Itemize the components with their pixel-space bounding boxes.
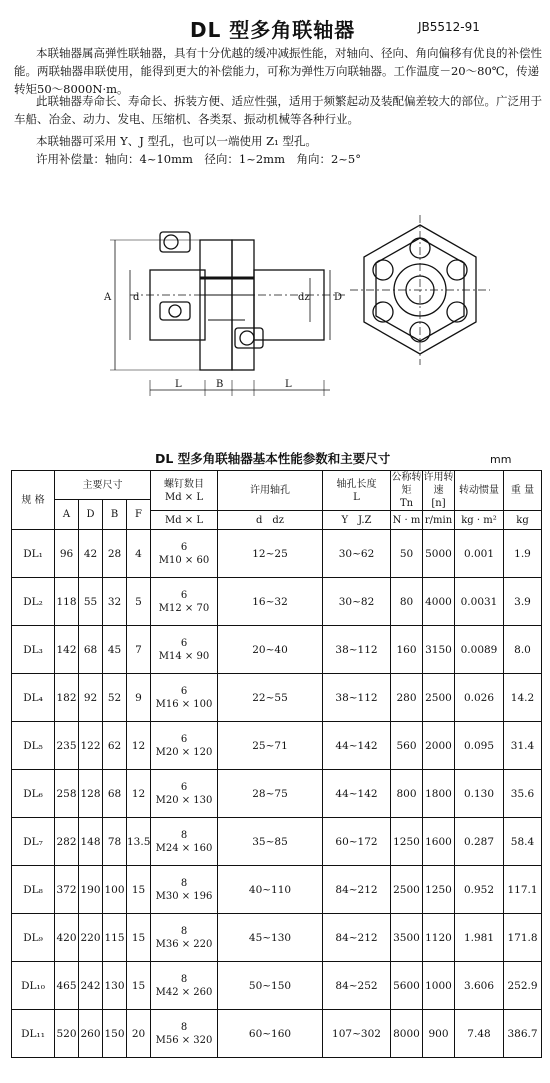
cell-model: DL₄: [12, 674, 55, 722]
cell-D: 42: [79, 530, 103, 578]
hdr-length: 轴孔长度 L: [323, 471, 391, 511]
table-row: [12, 1010, 542, 1058]
spec-table-body: [12, 530, 542, 1058]
hdr-bolt: 螺钉数目 Md × L: [151, 471, 218, 511]
cell-B: 100: [103, 866, 127, 914]
cell-torque: 3500: [391, 914, 423, 962]
cell-inertia: 0.130: [455, 770, 504, 818]
bolt-count: 8: [180, 829, 188, 841]
cell-model: DL₁: [12, 530, 55, 578]
cell-B: 28: [103, 530, 127, 578]
cell-length: 30~82: [323, 578, 391, 626]
cell-model: DL₂: [12, 578, 55, 626]
dim-label-d: d: [133, 292, 140, 303]
right-flange: [232, 240, 254, 370]
cell-speed: 2000: [423, 722, 455, 770]
table-row: [12, 866, 542, 914]
cell-A: 520: [55, 1010, 79, 1058]
cell-torque: 280: [391, 674, 423, 722]
cell-torque: 5600: [391, 962, 423, 1010]
cell-F: 4: [127, 530, 151, 578]
cell-inertia: 0.287: [455, 818, 504, 866]
cell-weight: 3.9: [504, 578, 542, 626]
hdr-weight-unit: kg: [504, 511, 542, 530]
hdr-model: 规 格: [12, 471, 55, 530]
cell-inertia: 0.0031: [455, 578, 504, 626]
cell-torque: 80: [391, 578, 423, 626]
table-unit: mm: [490, 453, 512, 466]
cell-bolt: [151, 674, 218, 722]
page-title: DL 型多角联轴器: [190, 18, 356, 42]
cell-bolt: [151, 818, 218, 866]
cell-model: DL₁₀: [12, 962, 55, 1010]
cell-D: 122: [79, 722, 103, 770]
cell-torque: 50: [391, 530, 423, 578]
cell-B: 68: [103, 770, 127, 818]
cell-weight: 8.0: [504, 626, 542, 674]
cell-B: 130: [103, 962, 127, 1010]
cell-F: 12: [127, 770, 151, 818]
cell-B: 52: [103, 674, 127, 722]
cell-bolt: [151, 626, 218, 674]
intro-paragraph-3: 本联轴器可采用 Y、J 型孔，也可以一端使用 Z₁ 型孔。: [36, 134, 317, 148]
cell-D: 242: [79, 962, 103, 1010]
bolt-size: M30 × 196: [155, 890, 213, 902]
cell-speed: 1250: [423, 866, 455, 914]
table-row: [12, 914, 542, 962]
cell-length: 84~252: [323, 962, 391, 1010]
coupling-drawing: [0, 200, 550, 440]
cell-D: 92: [79, 674, 103, 722]
cell-A: 182: [55, 674, 79, 722]
cell-A: 465: [55, 962, 79, 1010]
cell-speed: 2500: [423, 674, 455, 722]
cell-D: 128: [79, 770, 103, 818]
cell-F: 12: [127, 722, 151, 770]
cell-model: DL₇: [12, 818, 55, 866]
cell-F: 15: [127, 866, 151, 914]
hdr-torque-unit: N · m: [391, 511, 423, 530]
cell-A: 420: [55, 914, 79, 962]
dim-label-L-right: L: [285, 379, 292, 390]
cell-torque: 1250: [391, 818, 423, 866]
cell-length: 84~212: [323, 914, 391, 962]
cell-torque: 800: [391, 770, 423, 818]
dim-label-D: D: [334, 292, 343, 303]
bolt-count: 6: [180, 637, 188, 649]
hdr-bore-sub: d dz: [218, 511, 323, 530]
cell-inertia: 0.952: [455, 866, 504, 914]
hdr-length-sub: Y J.Z: [323, 511, 391, 530]
cell-D: 55: [79, 578, 103, 626]
bolt-count: 8: [180, 973, 188, 985]
bolt-size: M14 × 90: [158, 650, 210, 662]
cell-length: 44~142: [323, 722, 391, 770]
cell-speed: 900: [423, 1010, 455, 1058]
cell-weight: 171.8: [504, 914, 542, 962]
cell-length: 60~172: [323, 818, 391, 866]
cell-D: 190: [79, 866, 103, 914]
cell-length: 30~62: [323, 530, 391, 578]
cell-weight: 117.1: [504, 866, 542, 914]
cell-B: 150: [103, 1010, 127, 1058]
bolt-size: M16 × 100: [155, 698, 213, 710]
bolt-size: M10 × 60: [158, 554, 210, 566]
bolt-size: M56 × 320: [155, 1034, 213, 1046]
cell-bolt: [151, 1010, 218, 1058]
cell-A: 372: [55, 866, 79, 914]
dim-label-dz: dz: [298, 292, 310, 303]
cell-F: 15: [127, 914, 151, 962]
cell-length: 44~142: [323, 770, 391, 818]
hdr-torque: 公称转矩 Tn: [391, 472, 422, 509]
hdr-B: B: [103, 500, 127, 530]
hdr-bore: 许用轴孔: [218, 471, 323, 511]
cell-bore: 40~110: [218, 866, 323, 914]
cell-weight: 386.7: [504, 1010, 542, 1058]
table-row: [12, 962, 542, 1010]
cell-bolt: [151, 578, 218, 626]
dim-label-B: B: [216, 379, 224, 390]
cell-weight: 14.2: [504, 674, 542, 722]
bolt-count: 6: [180, 781, 188, 793]
cell-D: 260: [79, 1010, 103, 1058]
cell-speed: 4000: [423, 578, 455, 626]
cell-speed: 1800: [423, 770, 455, 818]
cell-length: 107~302: [323, 1010, 391, 1058]
cell-model: DL₉: [12, 914, 55, 962]
cell-D: 220: [79, 914, 103, 962]
dim-label-A: A: [104, 292, 112, 303]
cell-B: 32: [103, 578, 127, 626]
cell-speed: 1000: [423, 962, 455, 1010]
bolt-count: 8: [180, 1021, 188, 1033]
cell-F: 5: [127, 578, 151, 626]
cell-length: 84~212: [323, 866, 391, 914]
cell-inertia: 7.48: [455, 1010, 504, 1058]
cell-bolt: [151, 770, 218, 818]
cell-inertia: 0.095: [455, 722, 504, 770]
bolt-size: M24 × 160: [155, 842, 213, 854]
cell-bore: 45~130: [218, 914, 323, 962]
cell-D: 68: [79, 626, 103, 674]
cell-bore: 12~25: [218, 530, 323, 578]
hdr-A: A: [55, 500, 79, 530]
cell-bolt: [151, 962, 218, 1010]
cell-B: 115: [103, 914, 127, 962]
cell-bolt: [151, 866, 218, 914]
cell-A: 258: [55, 770, 79, 818]
hdr-main-dims: 主要尺寸: [55, 471, 151, 500]
cell-speed: 1600: [423, 818, 455, 866]
cell-model: DL₃: [12, 626, 55, 674]
cell-F: 9: [127, 674, 151, 722]
cell-bolt: [151, 914, 218, 962]
table-row: [12, 578, 542, 626]
dim-label-L-left: L: [175, 379, 182, 390]
hdr-F: F: [127, 500, 151, 530]
bolt-count: 8: [180, 925, 188, 937]
cell-torque: 2500: [391, 866, 423, 914]
cell-torque: 160: [391, 626, 423, 674]
bolt-size: M20 × 130: [155, 794, 213, 806]
cell-torque: 8000: [391, 1010, 423, 1058]
hdr-speed-unit: r/min: [423, 511, 455, 530]
cell-speed: 5000: [423, 530, 455, 578]
cell-A: 96: [55, 530, 79, 578]
right-hub: [254, 270, 324, 340]
cell-D: 148: [79, 818, 103, 866]
cell-inertia: 1.981: [455, 914, 504, 962]
table-row: [12, 626, 542, 674]
cell-inertia: 0.001: [455, 530, 504, 578]
cell-length: 38~112: [323, 674, 391, 722]
cell-weight: 31.4: [504, 722, 542, 770]
cell-inertia: 0.026: [455, 674, 504, 722]
intro-paragraph-1: 本联轴器属高弹性联轴器，具有十分优越的缓冲减振性能，对轴向、径向、角向偏移有优良的补偿性能。两联轴器串联使用，能得到更大的补偿能力，可称为弹性万向联轴器。工作温度－20～80℃，传递转矩50～8000N·m。: [14, 46, 542, 96]
bolt-size: M20 × 120: [155, 746, 213, 758]
cell-weight: 58.4: [504, 818, 542, 866]
bolt-count: 6: [180, 733, 188, 745]
cell-B: 62: [103, 722, 127, 770]
standard-number: JB5512-91: [418, 20, 480, 34]
table-row: [12, 674, 542, 722]
bolt-count: 8: [180, 877, 188, 889]
cell-model: DL₈: [12, 866, 55, 914]
spec-table: [11, 470, 542, 1058]
cell-torque: 560: [391, 722, 423, 770]
cell-bore: 25~71: [218, 722, 323, 770]
bolt-count: 6: [180, 589, 188, 601]
cell-bore: 20~40: [218, 626, 323, 674]
cell-model: DL₁₁: [12, 1010, 55, 1058]
bolt-count: 6: [180, 685, 188, 697]
cell-F: 15: [127, 962, 151, 1010]
cell-length: 38~112: [323, 626, 391, 674]
cell-model: DL₆: [12, 770, 55, 818]
cell-A: 142: [55, 626, 79, 674]
cell-A: 282: [55, 818, 79, 866]
cell-F: 20: [127, 1010, 151, 1058]
cell-speed: 1120: [423, 914, 455, 962]
hdr-inertia-unit: kg · m²: [455, 511, 504, 530]
bolt-size: M12 × 70: [158, 602, 210, 614]
bolt-count: 6: [180, 541, 188, 553]
cell-B: 45: [103, 626, 127, 674]
cell-bolt: [151, 530, 218, 578]
hdr-bolt-sub: Md × L: [151, 511, 218, 530]
cell-A: 118: [55, 578, 79, 626]
hdr-D: D: [79, 500, 103, 530]
table-row: [12, 770, 542, 818]
bolt-size: M42 × 260: [155, 986, 213, 998]
bolt-size: M36 × 220: [155, 938, 213, 950]
cell-model: DL₅: [12, 722, 55, 770]
cell-A: 235: [55, 722, 79, 770]
table-row: [12, 818, 542, 866]
cell-inertia: 3.606: [455, 962, 504, 1010]
cell-B: 78: [103, 818, 127, 866]
table-row: [12, 722, 542, 770]
compensation-line: 许用补偿量：轴向：4~10mm 径向：1~2mm 角向：2~5°: [36, 152, 361, 166]
cell-bore: 60~160: [218, 1010, 323, 1058]
hdr-inertia: 转动惯量: [455, 471, 504, 511]
cell-bore: 16~32: [218, 578, 323, 626]
cell-bore: 22~55: [218, 674, 323, 722]
hdr-speed: 许用转速 [n]: [423, 472, 454, 509]
intro-paragraph-2: 此联轴器寿命长、寿命长、拆装方便、适应性强，适用于频繁起动及装配偏差较大的部位。广泛用于车船、冶金、动力、发电、压缩机、各类泵、振动机械等各种行业。: [14, 94, 542, 126]
cell-speed: 3150: [423, 626, 455, 674]
cell-inertia: 0.0089: [455, 626, 504, 674]
cell-weight: 252.9: [504, 962, 542, 1010]
cell-bolt: [151, 722, 218, 770]
cell-bore: 50~150: [218, 962, 323, 1010]
cell-F: 13.5: [127, 818, 151, 866]
hdr-weight: 重 量: [504, 471, 542, 511]
cell-weight: 1.9: [504, 530, 542, 578]
cell-F: 7: [127, 626, 151, 674]
cell-bore: 35~85: [218, 818, 323, 866]
table-title: DL 型多角联轴器基本性能参数和主要尺寸: [155, 451, 391, 466]
cell-weight: 35.6: [504, 770, 542, 818]
cell-bore: 28~75: [218, 770, 323, 818]
table-row: [12, 530, 542, 578]
